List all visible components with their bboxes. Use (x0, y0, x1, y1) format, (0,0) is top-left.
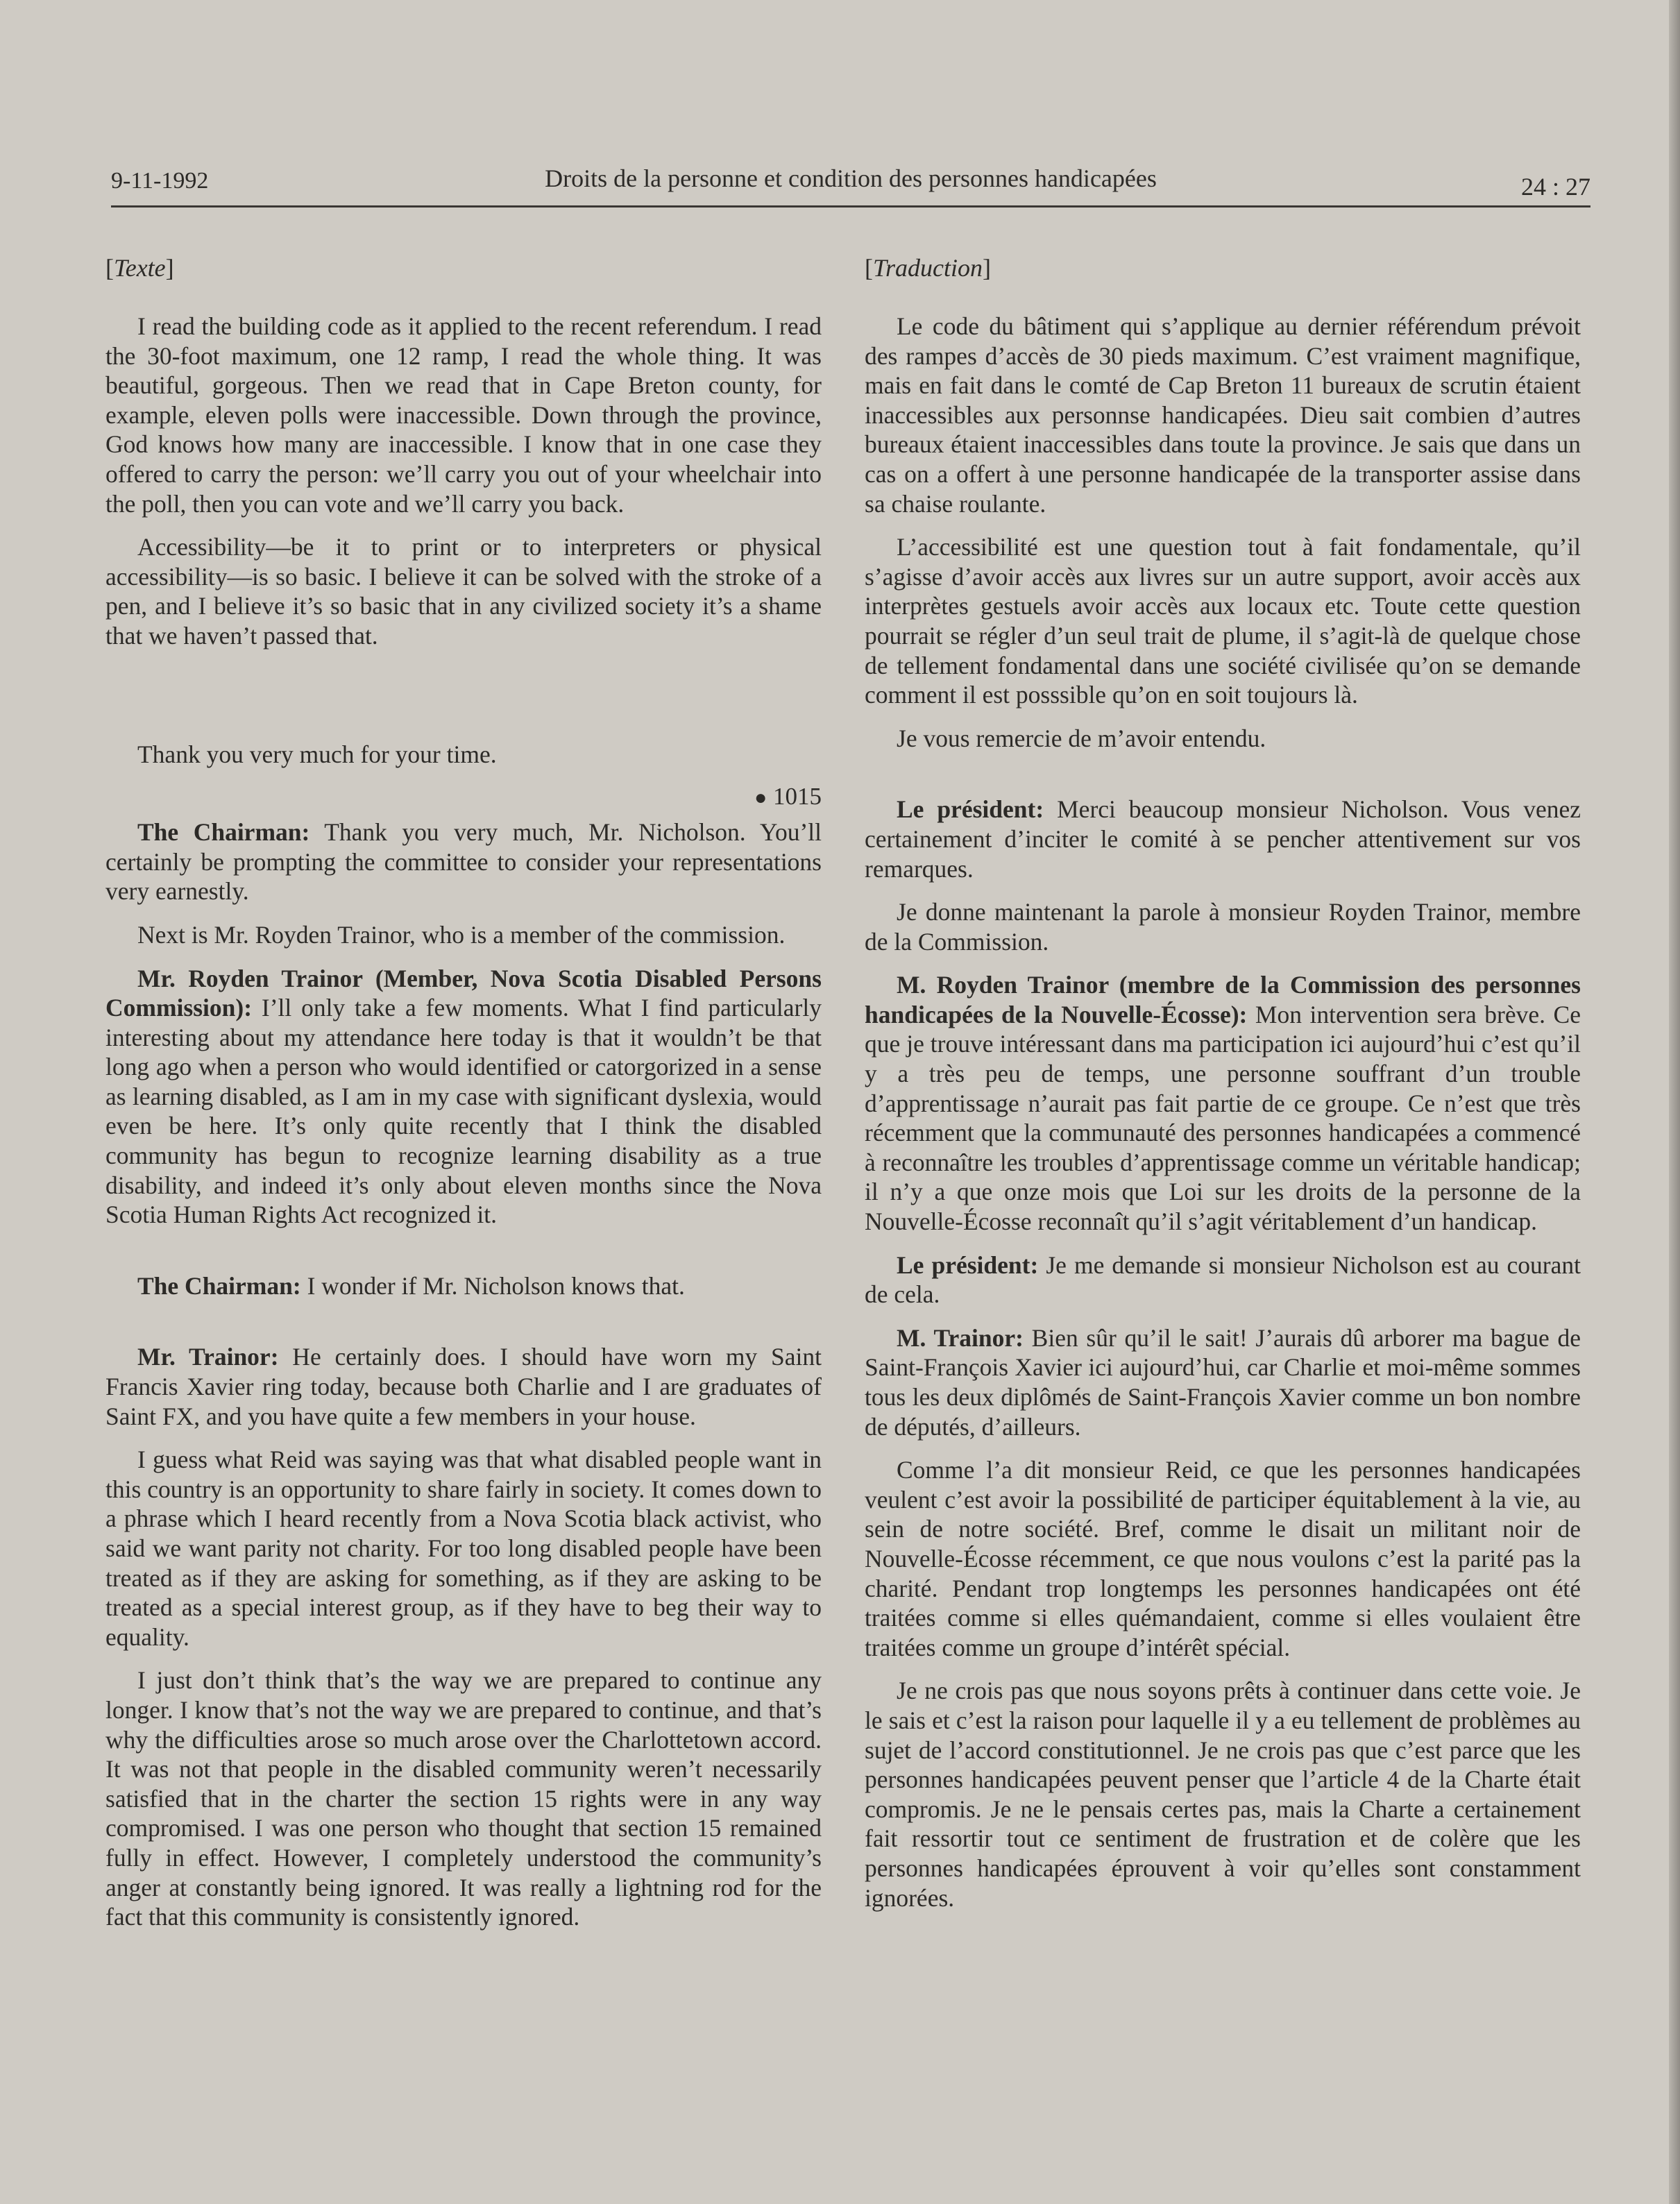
paragraph-7 (105, 1271, 822, 1301)
spacer (105, 1314, 822, 1342)
label-text: Texte (114, 254, 166, 282)
paragraph-4 (105, 817, 822, 906)
speech: Merci beaucoup monsieur Nicholson. Vous venez certainement d’inciter le comité à se pencher attentivement sur vos remarques. (865, 795, 1581, 883)
speech: I wonder if Mr. Nicholson knows that. (300, 1271, 685, 1300)
header-date: 9-11-1992 (111, 168, 209, 194)
paragraph-5: Je donne maintenant la parole à monsieur Royden Trainor, membre de la Commission. (865, 898, 1581, 956)
speech: Mon intervention sera brève. Ce que je trouve intéressant dans ma participation ici aujourd’hui c’est qu’il y a très peu de temps, une personne souffrant d’un trouble d’apprentissage n’aurait pas fait partie de ce groupe. Ce n’est que très récemment que la communauté des personnes handicapées a commencé à reconnaître les troubles d’apprentissage comme un véritable handicap; il n’y a que onze mois que Loi sur les droits de la personne de la Nouvelle-Écosse reconnaît qu’il s’agit véritablement d’un handicap. (865, 1000, 1581, 1236)
paragraph-2: Accessibility—be it to print or to interpreters or physical accessibility—is so basic. I believe it can be solved with the stroke of a pen, and I believe it’s so basic that in any civilized society it’s a shame that we haven’t passed that. (105, 533, 822, 650)
paragraph-3: Je vous remercie de m’avoir entendu. (897, 724, 1266, 752)
bullet-icon: ● (754, 786, 767, 810)
label-bracket-open: [ (105, 254, 114, 282)
time-mark-value: 1015 (773, 783, 822, 811)
speaker: Mr. Royden Trainor (Member, Nova Scotia Disabled Persons Commission): (105, 964, 822, 1022)
paragraph-2: L’accessibilité est une question tout à fait fondamentale, qu’il s’agisse d’avoir accès aux livres sur un autre support, avoir accès aux interprètes gestuels avoir accès aux locaux etc. Toute cette question pourrait se régler d’un seul trait de plume, il s’agit-là de quelque chose de tellement fondamental dans une société civilisée qu’on se demande comment il est posssible qu’on en soit toujours là. (865, 533, 1581, 709)
paragraph-8 (105, 1342, 822, 1431)
paragraph-9: Comme l’a dit monsieur Reid, ce que les personnes handicapées veulent c’est avoir la possibilité de participer équitablement à la vie, au sein de notre société. Bref, comme le disait un militant noir de Nouvelle-Écosse récemment, ce que nous voulons c’est la parité pas la charité. Pendant trop longtemps les personnes handicapées ont été traitées comme si elles quémandaient, comme si elles voulaient être traitées comme un groupe d’intérêt spécial. (865, 1456, 1581, 1661)
paragraph-1: Le code du bâtiment qui s’applique au dernier référendum prévoit des rampes d’accès de 30 pieds maximum. C’est vraiment magnifique, mais en fait dans le comté de Cap Breton 11 bureaux de scrutin étaient inaccessibles aux personnse handicapées. Dieu sait combien d’autres bureaux étaient inaccessibles dans toute la province. Je sais que dans un cas on a offert à une personne handicapée de la transporter assise dans sa chaise roulante. (865, 312, 1581, 518)
paragraph-10: I just don’t think that’s the way we are prepared to continue any longer. I know that’s not the way we are prepared to continue, and that’s why the difficulties arose so much arose over the Charlottetown accord. It was not that people in the disabled community weren’t necessarily satisfied that in the charter the section 15 rights were in any way compromised. I was one person who thought that section 15 remained fully in effect. However, I completely understood the community’s anger at constantly being ignored. It was really a lightning rod for the fact that this community is consistently ignored. (105, 1666, 822, 1931)
paragraph-5: Next is Mr. Royden Trainor, who is a member of the commission. (137, 920, 786, 949)
page-number: 24 : 27 (1520, 173, 1590, 201)
paragraph-8 (865, 1323, 1581, 1441)
page-header (111, 164, 1590, 207)
time-mark (105, 783, 822, 811)
paragraph-10: Je ne crois pas que nous soyons prêts à continuer dans cette voie. Je le sais et c’est la raison pour laquelle il y a eu tellement de problèmes au sujet de l’accord constitutionnel. Je ne crois pas que c’est parce que les personnes handicapées peuvent penser que l’article 4 de la Charte était compromis. Je ne le pensais certes pas, mais la Charte a certainement fait ressortir tout ce sentiment de frustration et de colère que les personnes handicapées éprouvent à voir qu’elles sont constamment ignorées. (865, 1677, 1581, 1912)
section-label-texte (105, 253, 822, 282)
speech: Je me demande si monsieur Nicholson est au courant de cela. (865, 1251, 1581, 1309)
speaker: M. Trainor: (897, 1323, 1024, 1352)
paragraph-1: I read the building code as it applied to the recent referendum. I read the 30-foot maximum, one 12 ramp, I read the whole thing. It was beautiful, gorgeous. Then we read that in Cape Breton county, for example, eleven polls were inaccessible. Down through the province, God knows how many are inaccessible. I know that in one case they offered to carry the person: we’ll carry you out of your wheelchair into the poll, then you can vote and we’ll carry you back. (105, 312, 822, 518)
speech: Thank you very much, Mr. Nicholson. You’ll certainly be prompting the committee to consider your representations very earnestly. (105, 818, 822, 906)
paragraph-9: I guess what Reid was saying was that what disabled people want in this country is an opportunity to share fairly in society. It comes down to a phrase which I heard recently from a Nova Scotia black activist, who said we want parity not charity. For too long disabled people have been treated as if they are asking for something, as if they are asking to be treated as a special interest group, as if they have to beg their way to equality. (105, 1446, 822, 1651)
speech: He certainly does. I should have worn my Saint Francis Xavier ring today, because both Charlie and I are graduates of Saint FX, and you have quite a few members in your house. (105, 1343, 822, 1430)
speaker: M. Royden Trainor (membre de la Commission des personnes handicapées de la Nouvelle-Écosse): (865, 971, 1581, 1028)
speaker: Mr. Trainor: (137, 1343, 279, 1371)
speech: Bien sûr qu’il le sait! J’aurais dû arborer ma bague de Saint-François Xavier ici aujourd’hui, car Charlie et moi-même sommes tous les deux diplômés de Saint-François Xavier comme un bon nombre de députés, d’ailleurs. (865, 1323, 1581, 1441)
english-column (105, 246, 822, 1946)
paragraph-7 (865, 1251, 1581, 1309)
spacer (105, 665, 822, 740)
speech: I’ll only take a few moments. What I find particularly interesting about my attendance here today is that it wouldn’t be that long ago when a person who would identified or catorgorized in a sense as learning disabled, as I am in my case with significant dyslexia, would even be here. It’s only quite recently that I think the disabled community has begun to recognize learning disability as a true disability, and indeed it’s only about eleven months since the Nova Scotia Human Rights Act recognized it. (105, 994, 822, 1229)
spacer (105, 1244, 822, 1271)
french-column (865, 246, 1581, 1926)
header-title: Droits de la personne et condition des personnes handicapées (545, 164, 1157, 192)
paragraph-3: Thank you very much for your time. (137, 740, 497, 768)
label-bracket-close: ] (983, 254, 992, 282)
speaker: The Chairman: (137, 1271, 301, 1300)
paragraph-6 (105, 964, 822, 1230)
spacer (865, 767, 1581, 795)
paragraph-4 (865, 795, 1581, 883)
paragraph-6 (865, 970, 1581, 1236)
label-bracket-open: [ (865, 254, 873, 282)
label-bracket-close: ] (165, 254, 174, 282)
speaker: Le président: (897, 795, 1044, 824)
speaker: Le président: (897, 1251, 1039, 1279)
label-text: Traduction (873, 254, 983, 282)
speaker: The Chairman: (137, 818, 310, 847)
page-edge (1669, 0, 1680, 2204)
section-label-traduction (865, 253, 1581, 282)
